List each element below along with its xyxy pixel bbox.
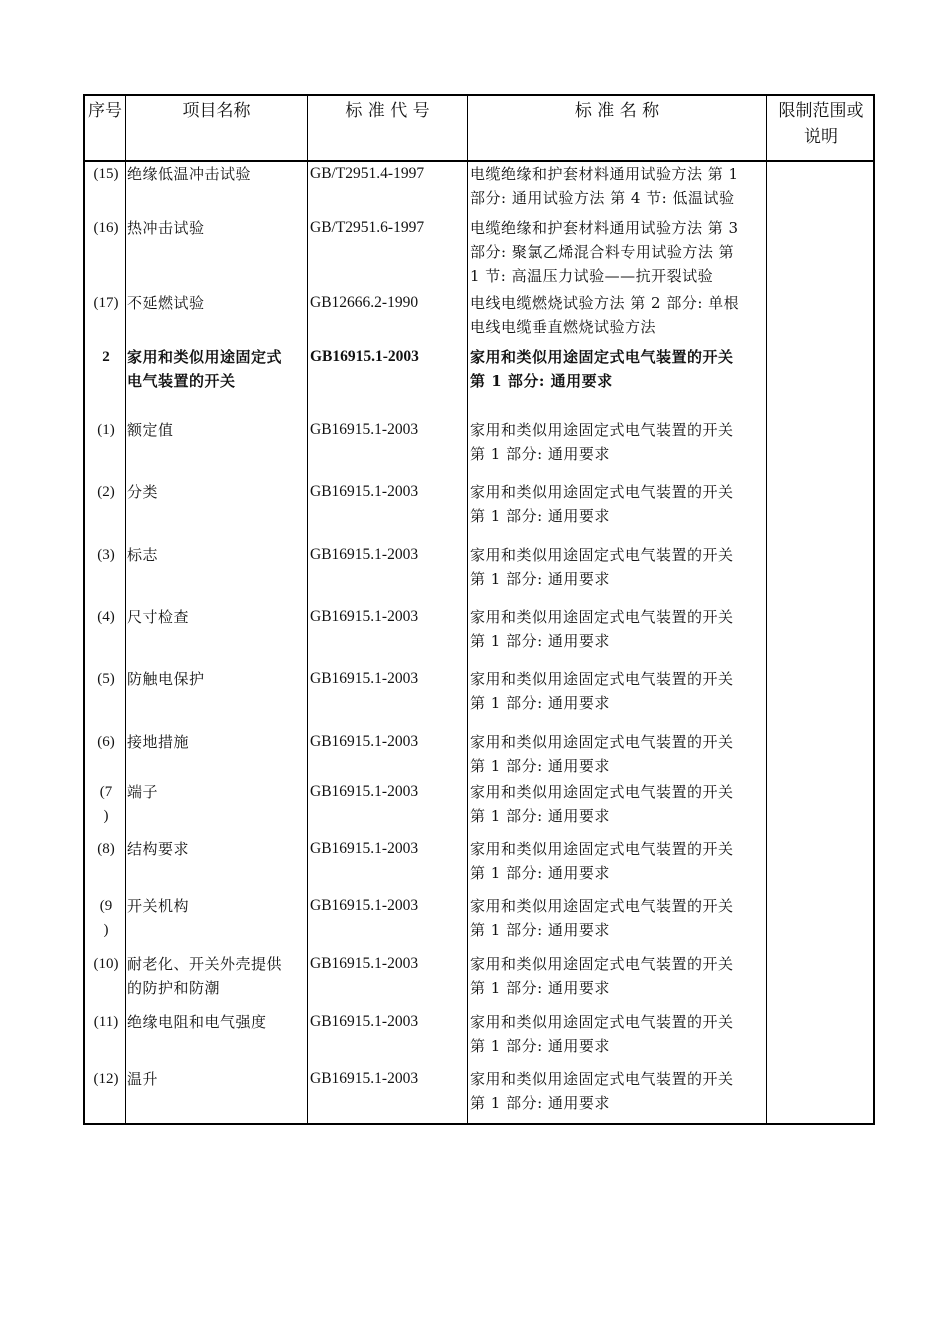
- header-limit: [767, 98, 875, 150]
- row-number: [85, 894, 127, 942]
- cell-line: 家用和类似用途固定式电气装置的开关: [470, 783, 734, 801]
- row-number: (10): [93, 956, 119, 972]
- row-number: [85, 780, 127, 828]
- cell-line: 第 1 部分: 通用要求: [470, 807, 610, 825]
- item-name: [127, 345, 309, 393]
- cell-line: 第 1 部分: 通用要求: [470, 979, 610, 997]
- header-limit-line2: 说明: [804, 127, 838, 147]
- header-code: 标 准 代 号: [345, 101, 430, 121]
- standard-code: GB16915.1-2003: [310, 483, 419, 500]
- cell-line: 电缆绝缘和护套材料通用试验方法 第 1: [470, 165, 739, 183]
- standard-code: GB16915.1-2003: [310, 1070, 419, 1087]
- header-limit-line1: 限制范围或: [778, 101, 864, 121]
- cell-line: 第 1 部分: 通用要求: [470, 1094, 610, 1112]
- standard-title: [470, 605, 766, 653]
- standard-title: [470, 216, 766, 288]
- standard-code: GB12666.2-1990: [310, 294, 419, 311]
- item-name: 绝缘低温冲击试验: [127, 165, 252, 183]
- item-name: 开关机构: [127, 897, 190, 915]
- item-name: 尺寸检查: [127, 608, 190, 626]
- header-no: 序号: [88, 101, 122, 121]
- standard-title: [470, 418, 766, 466]
- cell-line: 部分: 通用试验方法 第 4 节: 低温试验: [470, 189, 735, 207]
- cell-line: 家用和类似用途固定式电气装置的开关: [470, 421, 734, 439]
- column-divider: [766, 96, 767, 1123]
- row-number: (4): [97, 609, 115, 625]
- standard-title: [470, 730, 766, 778]
- standard-code: GB16915.1-2003: [310, 1013, 419, 1030]
- standard-title: [470, 291, 766, 339]
- cell-line: 家用和类似用途固定式电气装置的开关: [470, 955, 734, 973]
- standard-title: [470, 543, 766, 591]
- standard-code: GB16915.1-2003: [310, 955, 419, 972]
- standard-code: GB16915.1-2003: [310, 840, 419, 857]
- standard-title: [470, 894, 766, 942]
- cell-line: 第 1 部分: 通用要求: [470, 757, 610, 775]
- cell-line: 电线电缆燃烧试验方法 第 2 部分: 单根: [470, 294, 740, 312]
- standard-title: [470, 780, 766, 828]
- standard-code: GB16915.1-2003: [310, 546, 419, 563]
- row-number: (16): [93, 220, 119, 236]
- item-name: 热冲击试验: [127, 219, 205, 237]
- cell-line: 第 1 部分: 通用要求: [470, 372, 613, 390]
- item-name: 标志: [127, 546, 159, 564]
- cell-line: 家用和类似用途固定式电气装置的开关: [470, 733, 734, 751]
- cell-line: 第 1 部分: 通用要求: [470, 632, 610, 650]
- cell-line: 部分: 聚氯乙烯混合料专用试验方法 第: [470, 243, 735, 261]
- header-item: 项目名称: [182, 101, 251, 121]
- cell-line: 家用和类似用途固定式电气装置的开关: [470, 670, 734, 688]
- row-number: 2: [102, 349, 110, 365]
- cell-line: 1 节: 高温压力试验——抗开裂试验: [470, 267, 714, 285]
- cell-line: 电缆绝缘和护套材料通用试验方法 第 3: [470, 219, 739, 237]
- standard-title: [470, 162, 766, 210]
- standard-code: GB/T2951.6-1997: [310, 219, 425, 236]
- cell-line: 家用和类似用途固定式电气装置的开关: [470, 483, 734, 501]
- cell-line: 家用和类似用途固定式电气装置的开关: [470, 1070, 734, 1088]
- row-number: (11): [93, 1014, 119, 1030]
- cell-line: ): [103, 808, 109, 824]
- cell-line: 家用和类似用途固定式电气装置的开关: [470, 348, 734, 366]
- item-name: 端子: [127, 783, 159, 801]
- cell-line: 的防护和防潮: [127, 979, 221, 997]
- cell-line: 家用和类似用途固定式: [127, 348, 283, 366]
- item-name: 温升: [127, 1070, 159, 1088]
- cell-line: 第 1 部分: 通用要求: [470, 864, 610, 882]
- row-number: (2): [97, 484, 115, 500]
- standard-title: [470, 952, 766, 1000]
- header-title: 标 准 名 称: [574, 101, 660, 121]
- standard-title: [470, 480, 766, 528]
- standard-code: GB16915.1-2003: [310, 348, 419, 365]
- standard-title: [470, 1010, 766, 1058]
- cell-line: 第 1 部分: 通用要求: [470, 694, 610, 712]
- row-number: (3): [97, 547, 115, 563]
- cell-line: ): [103, 922, 109, 938]
- standard-title: [470, 1067, 766, 1115]
- cell-line: 第 1 部分: 通用要求: [470, 1037, 610, 1055]
- standard-code: GB16915.1-2003: [310, 670, 419, 687]
- standard-code: GB/T2951.4-1997: [310, 165, 425, 182]
- cell-line: 第 1 部分: 通用要求: [470, 570, 610, 588]
- cell-line: 家用和类似用途固定式电气装置的开关: [470, 546, 734, 564]
- cell-line: 第 1 部分: 通用要求: [470, 921, 610, 939]
- row-number: (6): [97, 734, 115, 750]
- row-number: (5): [97, 671, 115, 687]
- item-name: 额定值: [127, 421, 174, 439]
- row-number: (17): [93, 295, 119, 311]
- cell-line: (7: [99, 784, 113, 800]
- item-name: [127, 952, 309, 1000]
- cell-line: 家用和类似用途固定式电气装置的开关: [470, 608, 734, 626]
- standard-code: GB16915.1-2003: [310, 733, 419, 750]
- item-name: 结构要求: [127, 840, 190, 858]
- standard-title: [470, 345, 766, 393]
- cell-line: 第 1 部分: 通用要求: [470, 445, 610, 463]
- row-number: (8): [97, 841, 115, 857]
- item-name: 分类: [127, 483, 159, 501]
- row-number: (15): [93, 166, 119, 182]
- cell-line: 耐老化、开关外壳提供: [127, 955, 283, 973]
- standard-title: [470, 837, 766, 885]
- standard-code: GB16915.1-2003: [310, 897, 419, 914]
- cell-line: (9: [99, 898, 113, 914]
- item-name: 防触电保护: [127, 670, 205, 688]
- item-name: 绝缘电阻和电气强度: [127, 1013, 267, 1031]
- row-number: (12): [93, 1071, 119, 1087]
- standard-title: [470, 667, 766, 715]
- standards-table: [83, 94, 875, 1125]
- item-name: 不延燃试验: [127, 294, 205, 312]
- standard-code: GB16915.1-2003: [310, 608, 419, 625]
- cell-line: 家用和类似用途固定式电气装置的开关: [470, 897, 734, 915]
- cell-line: 家用和类似用途固定式电气装置的开关: [470, 1013, 734, 1031]
- cell-line: 家用和类似用途固定式电气装置的开关: [470, 840, 734, 858]
- cell-line: 电线电缆垂直燃烧试验方法: [470, 318, 657, 336]
- cell-line: 第 1 部分: 通用要求: [470, 507, 610, 525]
- standard-code: GB16915.1-2003: [310, 421, 419, 438]
- standard-code: GB16915.1-2003: [310, 783, 419, 800]
- row-number: (1): [97, 422, 115, 438]
- cell-line: 电气装置的开关: [127, 372, 236, 390]
- item-name: 接地措施: [127, 733, 190, 751]
